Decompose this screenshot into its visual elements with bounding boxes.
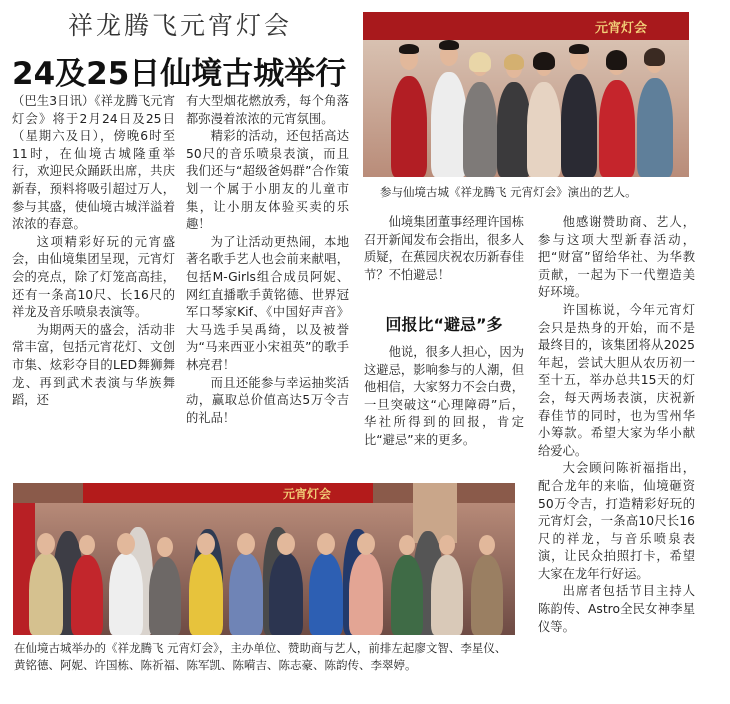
article-column-3 xyxy=(364,214,524,284)
paragraph: 而且还能参与幸运抽奖活动，赢取总价值高达5万令吉的礼品！ xyxy=(186,375,349,425)
paragraph: 仙境集团董事经理许国栋召开新闻发布会指出，很多人质疑，在蕉园庆祝农历新春佳节？不怕避忌！ xyxy=(364,215,524,282)
paragraph: 为了让活动更热闹，本地著名歌手艺人也会前来献唱，包括M-Girls组合成员阿妮、网红直播歌手黄铭德、世界冠军口琴家Kif、《中国好声音》大马选手吴禹绮，以及被誉为“马来西亚小宋祖英”的歌手林亮君！ xyxy=(186,234,349,372)
article-headline: 24及25日仙境古城举行 xyxy=(12,56,347,92)
paragraph: 许国栋说，今年元宵灯会只是热身的开始，而不是最终目的，该集团将从2025年起，尝试大胆从农历初一至十五，举办总共15天的灯会，每天两场表演，庆祝新春佳节的同时，也为雪州华小筹款。希望大家为华小献给爱心。 xyxy=(538,302,695,458)
top-photo-caption: 参与仙境古城《祥龙腾飞 元宵灯会》演出的艺人。 xyxy=(380,185,637,199)
paragraph: 精彩的活动，还包括高达50尺的音乐喷泉表演，而且我们还与“超级爸妈群”合作策划一个属于小朋友的儿童市集，让小朋友体验买卖的乐趣！ xyxy=(186,129,349,232)
paragraph: 他感谢赞助商、艺人，参与这项大型新春活动，把“财富”留给华社、为华教贡献，一起为下一代塑造美好环境。 xyxy=(538,215,695,300)
paragraph: 大会顾问陈祈福指出，配合龙年的来临，仙境砸资50万令吉，打造精彩好玩的元宵灯会，一条高10尺长16尺的祥龙，与音乐喷泉表演，让民众拍照打卡，希望大家在龙年行好运。 xyxy=(538,461,695,581)
banner-text: 元宵灯会 xyxy=(283,487,332,501)
paragraph: 这项精彩好玩的元宵盛会，由仙境集团呈现，元宵灯会的亮点，除了灯笼高高挂，还有一条高10尺、长16尺的祥龙及音乐喷泉表演等。 xyxy=(12,234,175,320)
top-photo xyxy=(363,12,689,177)
article-column-3b xyxy=(364,344,524,450)
article-kicker: 祥龙腾飞元宵灯会 xyxy=(68,11,293,40)
paragraph: 出席者包括节目主持人陈韵传、Astro全民女神李星仪等。 xyxy=(538,584,695,634)
paragraph: 有大型烟花燃放秀，每个角落都弥漫着浓浓的元宵氛围。 xyxy=(186,94,349,126)
article-column-1 xyxy=(12,93,175,410)
bottom-photo-caption: 在仙境古城举办的《祥龙腾飞 元宵灯会》，主办单位、赞助商与艺人，前排左起廖文智、李星仪、黄铭德、阿妮、许国栋、陈祈福、陈军凯、陈嗬吉、陈志豪、陈韵传、李翠婷。 xyxy=(14,641,507,672)
paragraph: 为期两天的盛会，活动非常丰富，包括元宵花灯、文创市集、炫彩夺目的LED舞狮舞龙、再到武术表演与华族舞蹈，还 xyxy=(12,322,175,408)
article-column-4 xyxy=(538,214,695,636)
banner-text: 元宵灯会 xyxy=(595,21,648,36)
article-subhead: 回报比“避忌”多 xyxy=(385,315,503,334)
bottom-photo xyxy=(13,483,515,635)
paragraph: 他说，很多人担心，因为这避忌，影响参与的人潮，但他相信，大家努力不会白费，一旦突破这“心理障碍”后，华社所得到的回报，肯定比“避忌”来的更多。 xyxy=(364,345,524,447)
article-column-2 xyxy=(186,93,349,427)
paragraph: （巴生3日讯）《祥龙腾飞元宵灯会》将于2月24日及25日（星期六及日），傍晚6时至11时，在仙境古城隆重举行，欢迎民众踊跃出席，共庆新春，预料将吸引超过万人，参与其盛，使仙境古城洋溢着浓浓的春意。 xyxy=(12,94,175,232)
